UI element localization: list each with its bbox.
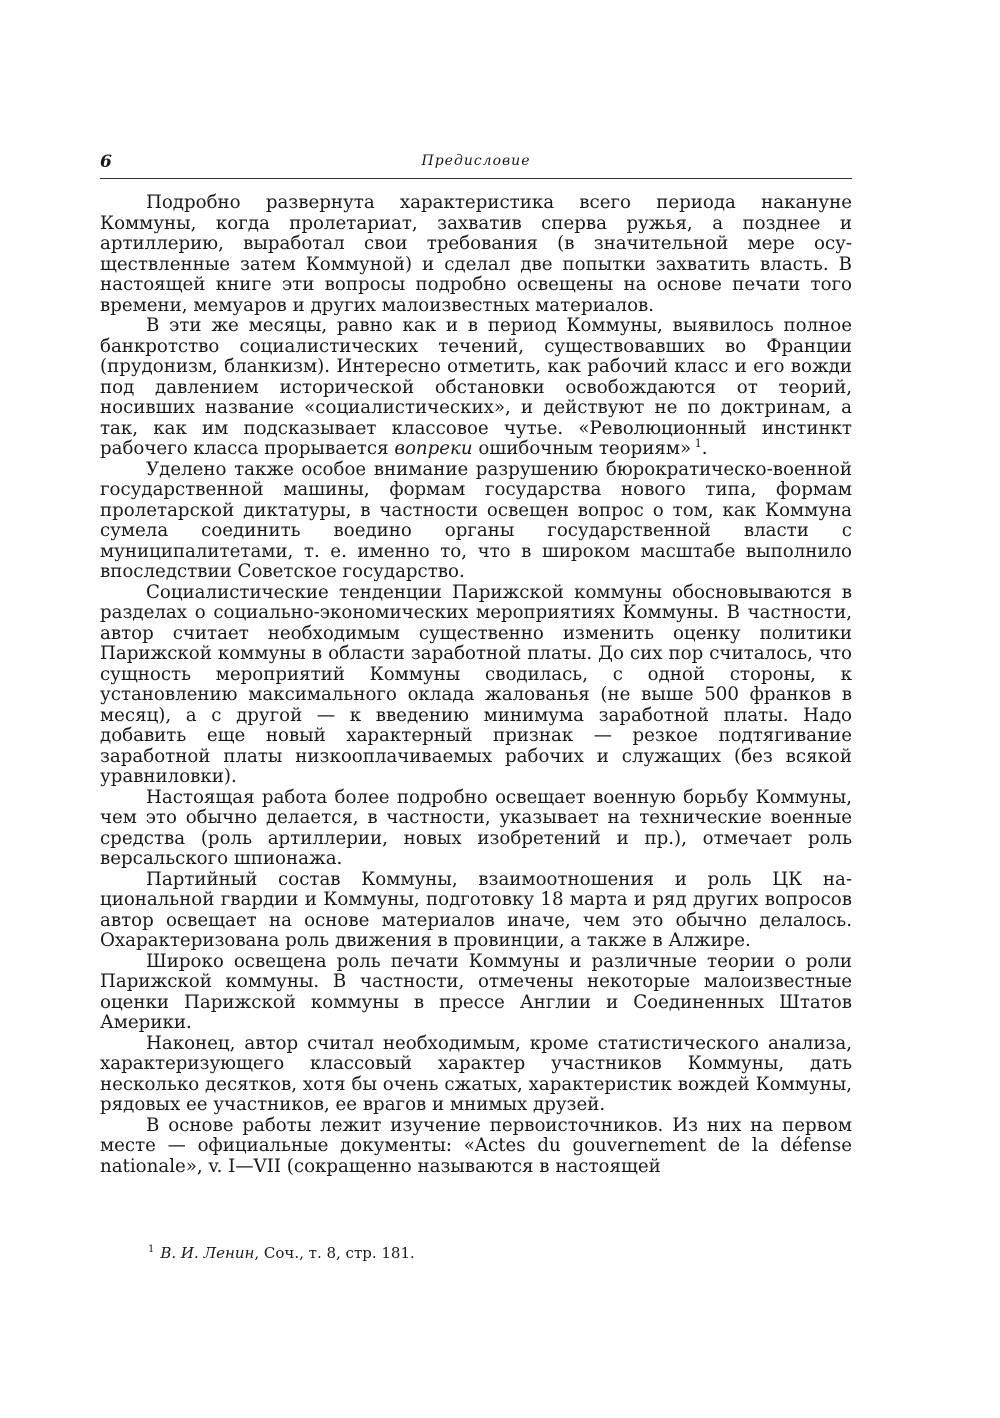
running-head: Предисловие <box>421 153 531 169</box>
footnote-mark: 1 <box>148 1244 155 1255</box>
page-header <box>100 152 852 179</box>
footnote <box>148 1241 415 1262</box>
paragraph-1: Подробно развернута характеристика всего периода накануне Коммуны, когда пролетариат, захватив сперва ружья, а позднее и артиллерию, выработал свои требования (в значительной мере осуществленные затем Коммуной) и сделал две попытки захватить власть. В настоящей книге эти вопросы подробно освещены на основе печати того времени, мемуаров и других малоизвестных материалов. <box>100 192 852 316</box>
page-number: 6 <box>100 152 112 172</box>
paragraph-7: Широко освещена роль печати Коммуны и различные теории о роли Парижской коммуны. В частности, отмечены некоторые малоизвестные оценки Парижской коммуны в прессе Англии и Соединенных Штатов Америки. <box>100 950 852 1033</box>
paragraph-9: В основе работы лежит изучение первоисточников. Из них на первом месте — официальные документы: «Actes du gouvernement de la défense nationale», v. I—VII (сокращенно называются в настоящей <box>100 1114 852 1177</box>
paragraph-4: Социалистические тенденции Парижской коммуны обосновываются в разделах о социально-экономических мероприятиях Коммуны. В частности, автор считает необходимым существенно изменить оценку политики Парижской коммуны в области заработной платы. До сих пор считалось, что сущность мероприятий Коммуны сводилась, с одной стороны, к установлению максимального оклада жалованья (не выше 500 франков в месяц), а с другой — к введению минимума заработной платы. Надо добавить еще новый характерный признак — резкое подтягивание заработной платы низкооплачиваемых рабочих и служащих (без всякой уравниловки). <box>100 581 852 787</box>
body-text <box>100 193 852 1177</box>
paragraph-2: В эти же месяцы, равно как и в период Коммуны, выявилось полное банкротство социалистических течений, существовавших во Франции (прудонизм, бланкизм). Интересно отметить, как рабочий класс и его вожди под давлением исторической обстановки освобождаются от теорий, носивших название «социалистических», и действуют не по доктринам, а так, как им подсказывает классовое чутье. «Революционный инстинкт рабочего класса прорывается вопреки ошибочным теориям» $^1$. <box>100 315 852 459</box>
paragraph-6: Партийный состав Коммуны, взаимоотношения и роль ЦК национальной гвардии и Коммуны, подготовку 18 марта и ряд других вопросов автор освещает на основе материалов иначе, чем это обычно делалось. Охарактеризована роль движения в провинции, а также в Алжире. <box>100 868 852 951</box>
paragraph-3: Уделено также особое внимание разрушению бюрократическо-военной государственной машины, формам государства нового типа, формам пролетарской диктатуры, в частности освещен вопрос о том, как Коммуна сумела соединить воедино органы государственной власти с муниципалитетами, т. е. именно то, что в широком масштабе выполнило впоследствии Советское государство. <box>100 458 852 582</box>
footnote-author: В. И. Ленин <box>160 1244 255 1262</box>
emphasis-text: вопреки <box>394 438 473 459</box>
footnote-reference: 1 <box>694 436 702 450</box>
paragraph-5: Настоящая работа более подробно освещает военную борьбу Коммуны, чем это обычно делается, в частности, указывает на технические военные средства (роль артиллерии, новых изобретений и пр.), отмечает роль версальского шпионажа. <box>100 786 852 869</box>
footnote-reference-text: , Соч., т. 8, стр. 181. <box>254 1244 415 1262</box>
paragraph-8: Наконец, автор считал необходимым, кроме статистического анализа, характеризующего классовый характер участников Коммуны, дать несколько десятков, хотя бы очень сжатых, характеристик вождей Коммуны, рядовых ее участников, ее врагов и мнимых друзей. <box>100 1032 852 1115</box>
